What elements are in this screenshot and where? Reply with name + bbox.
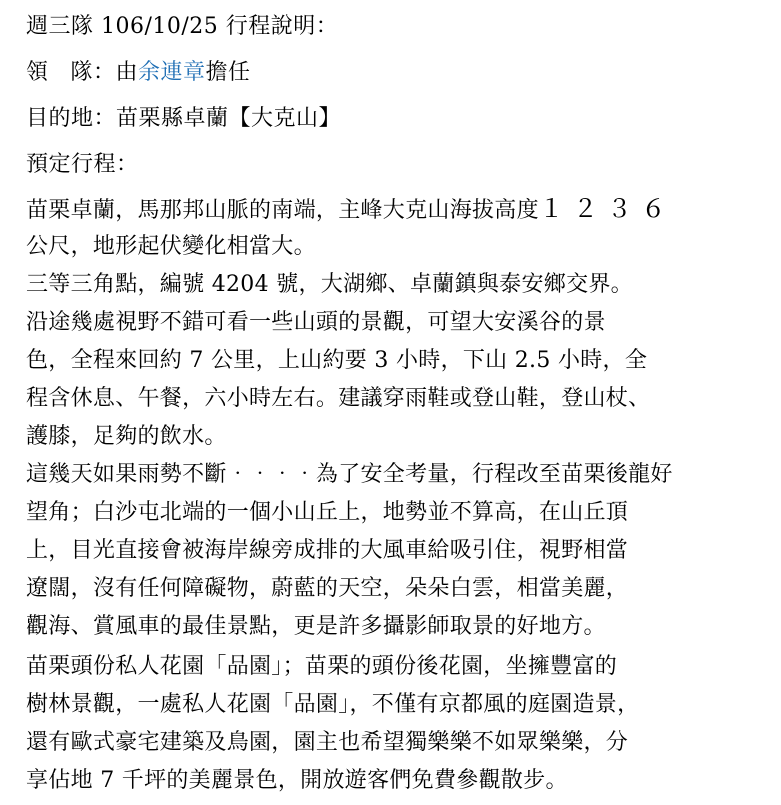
paragraph-line: 苗栗卓蘭，馬那邦山脈的南端，主峰大克山海拔高度１２３６	[26, 194, 675, 223]
paragraph-line: 觀海、賞風車的最佳景點，更是許多攝影師取景的好地方。	[26, 614, 606, 639]
leader-name-link[interactable]: 余連章	[138, 60, 206, 85]
paragraph-route	[26, 266, 766, 456]
leader-label-suffix: 隊：由	[70, 60, 139, 85]
paragraph-line: 享佔地 7 千坪的美麗景色，開放遊客們免費參觀散步。	[26, 768, 568, 793]
destination-line: 目的地：苗栗縣卓蘭【大克山】	[26, 106, 342, 131]
paragraph-alternative	[26, 456, 766, 646]
leader-line	[26, 58, 251, 88]
paragraph-line: 這幾天如果雨勢不斷‧‧‧‧為了安全考量，行程改至苗栗後龍好	[26, 462, 673, 487]
paragraph-line: 遼闊，沒有任何障礙物，蔚藍的天空，朵朵白雲，相當美麗，	[26, 576, 629, 601]
paragraph-line: 護膝，足夠的飲水。	[26, 424, 227, 449]
leader-suffix: 擔任	[205, 60, 251, 85]
paragraph-line: 苗栗頭份私人花園「品園」；苗栗的頭份後花園，坐擁豐富的	[26, 654, 618, 679]
paragraph-line: 還有歐式豪宅建築及鳥園，園主也希望獨樂樂不如眾樂樂，分	[26, 730, 629, 755]
paragraph-line: 沿途幾處視野不錯可看一些山頭的景觀，可望大安溪谷的景	[26, 310, 606, 335]
paragraph-line: 三等三角點，編號 4204 號，大湖鄉、卓蘭鎮與泰安鄉交界。	[26, 272, 633, 297]
paragraph-line: 樹林景觀，一處私人花園「品園」，不僅有京都風的庭園造景，	[26, 692, 640, 717]
paragraph-line: 望角；白沙屯北端的一個小山丘上，地勢並不算高，在山丘頂	[26, 500, 629, 525]
summit-height: １２３６	[538, 194, 675, 223]
paragraph-line: 程含休息、午餐，六小時左右。建議穿雨鞋或登山鞋，登山杖、	[26, 386, 651, 411]
document-title: 週三隊 106/10/25 行程說明：	[26, 14, 339, 39]
paragraph-overview	[26, 190, 766, 266]
paragraph-line: 色，全程來回約 7 公里，上山約要 3 小時，下山 2.5 小時，全	[26, 348, 648, 373]
schedule-label: 預定行程：	[26, 152, 139, 177]
leader-label: 領	[26, 60, 49, 85]
paragraph-garden	[26, 648, 766, 800]
paragraph-line: 公尺，地形起伏變化相當大。	[26, 234, 316, 259]
paragraph-line: 上，目光直接會被海岸線旁成排的大風車給吸引住，視野相當	[26, 538, 629, 563]
